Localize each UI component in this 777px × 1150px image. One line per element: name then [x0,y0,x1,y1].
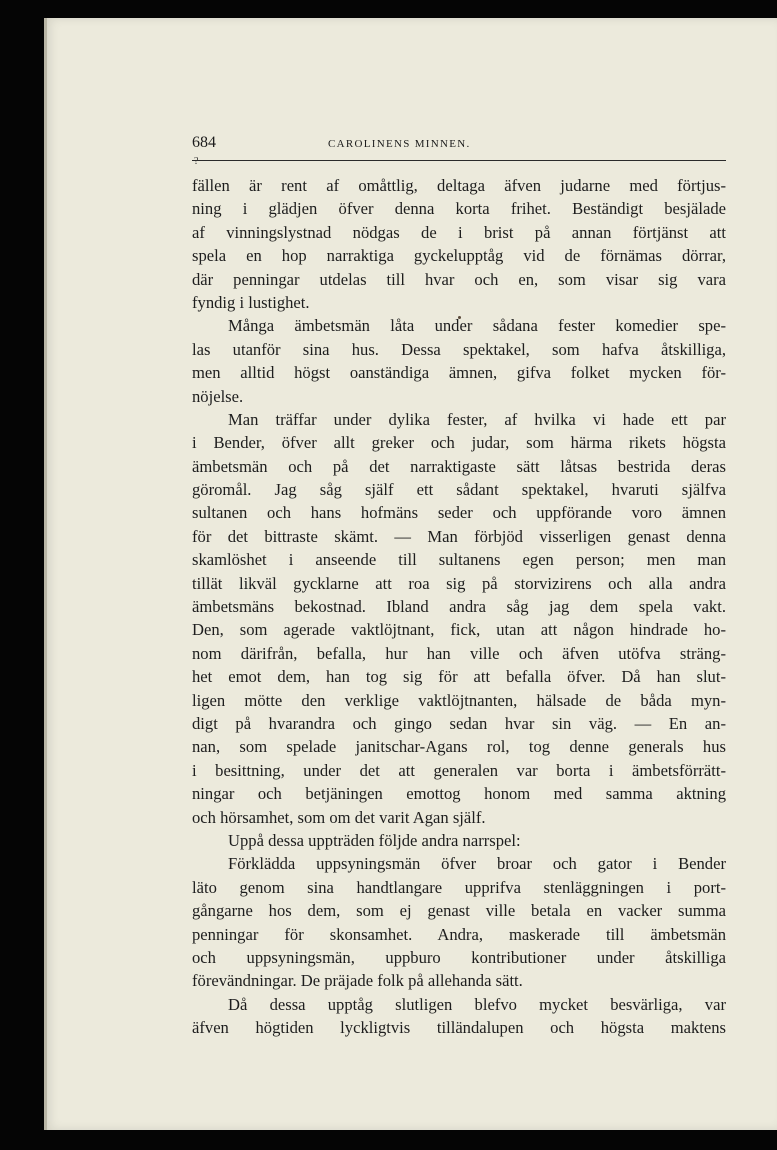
text-line: spela en hop narraktiga gyckelupptåg vid de förnämas dörrar, [192,246,726,266]
running-title: CAROLINENS MINNEN. [328,138,471,150]
text-line: Man träffar under dylika fester, af hvilka vi hade ett par [228,409,726,429]
text-line: för det bittraste skämt. — Man förbjöd visserligen genast denna [192,526,726,546]
text-line: af vinningslystnad nödgas de i brist på annan förtjänst att [192,222,726,242]
text-line: och hörsamhet, som om det varit Agan själf. [192,807,486,827]
text-line: och uppsyningsmän, uppburo kontributioner under åtskilliga [192,947,726,967]
text-line: fyndig i lustighet. [192,292,310,312]
book-page [44,18,777,1130]
text-line: ämbetsmäns bekostnad. Ibland andra såg jag dem spela vakt. [192,597,726,617]
text-line: där penningar utdelas till hvar och en, som visar sig vara [192,269,726,289]
text-line: göromål. Jag såg själf ett sådant spektakel, hvaruti själfva [192,480,726,500]
text-line: Den, som agerade vaktlöjtnant, fick, utan att någon hindrade ho- [192,620,726,640]
header-mark: ? [194,156,199,167]
text-line: tillät likväl gycklarne att roa sig på storvizirens och alla andra [192,573,726,593]
text-line: ligen mötte den verklige vaktlöjtnanten, hälsade de båda myn- [192,690,726,710]
text-line: sultanen och hans hofmäns seder och uppförande voro ämnen [192,503,726,523]
text-line: förevändningar. De präjade folk på allehanda sätt. [192,971,523,991]
text-line: men alltid högst oanständiga ämnen, gifva folket mycken för- [192,363,726,383]
text-line: Förklädda uppsyningsmän öfver broar och gator i Bender [228,854,726,874]
page-header [192,130,726,167]
text-line: nom därifrån, befalla, hur han ville och äfven utöfva sträng- [192,643,726,663]
text-line: penningar för skonsamhet. Andra, maskerade till ämbetsmän [192,924,726,944]
text-line: skamlöshet i anseende till sultanens egen person; men man [192,550,726,570]
text-line: ning i glädjen öfver denna korta frihet. Beständigt besjälade [192,199,726,219]
text-line: äfven högtiden lyckligtvis tilländalupen och högsta maktens [192,1018,726,1038]
text-line: gångarne hos dem, som ej genast ville betala en vacker summa [192,901,726,921]
text-line: Då dessa upptåg slutligen blefvo mycket besvärliga, var [228,994,726,1014]
text-line: Många ämbetsmän låta under sådana fester komedier spe- [228,316,726,336]
text-line: fällen är rent af omåttlig, deltaga äfven judarne med förtjus- [192,176,726,195]
text-line: ningar och betjäningen emottog honom med samma aktning [192,784,726,804]
binding-edge [44,18,47,1130]
text-line: i Bender, öfver allt greker och judar, som härma rikets högsta [192,433,726,453]
text-line: ämbetsmän och på det narraktigaste sätt låtsas bestrida deras [192,456,726,476]
text-line: läto genom sina handtlangare upprifva stenläggningen i port- [192,877,726,897]
text-line: i besittning, under det att generalen var borta i ämbetsförrätt- [192,760,726,780]
text-line: het emot dem, han tog sig för att befalla öfver. Då han slut- [192,667,726,687]
text-line: las utanför sina hus. Dessa spektakel, som hafva åtskilliga, [192,339,726,359]
text-line: Uppå dessa uppträden följde andra narrspel: [228,830,521,850]
text-line: digt på hvarandra och gingo sedan hvar sin väg. — En an- [192,713,726,733]
text-line: nan, som spelade janitschar-Agans rol, tog denne generals hus [192,737,726,757]
text-line: nöjelse. [192,386,244,406]
body-text [192,174,726,1039]
page-number: 684 [192,134,216,151]
